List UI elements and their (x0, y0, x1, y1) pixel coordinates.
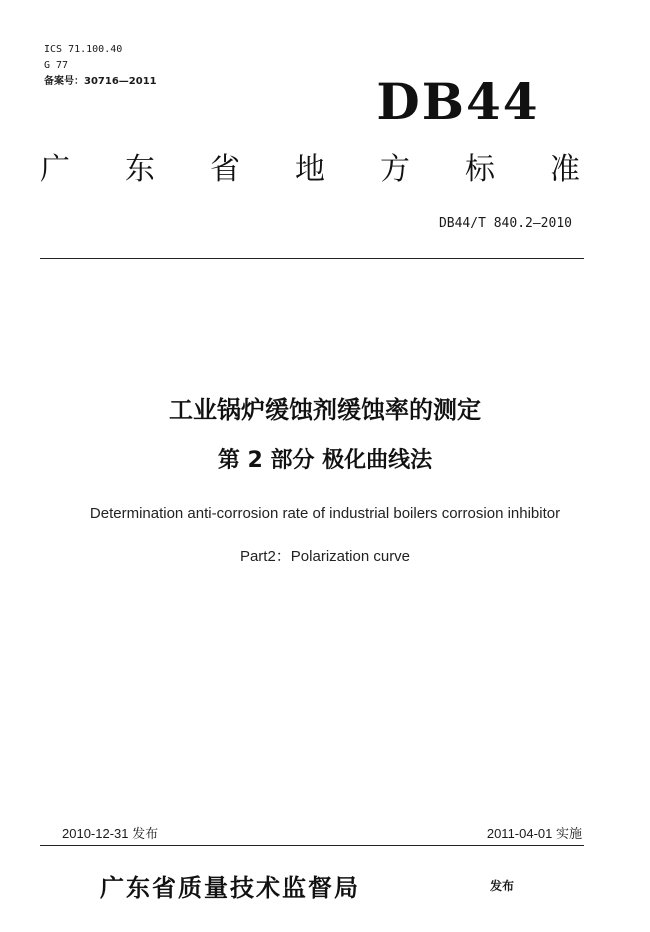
release-date: 2010-12-31 发布 (62, 826, 159, 841)
standard-type-char: 东 (125, 152, 155, 187)
standard-type-char: 标 (465, 152, 495, 187)
standard-type-heading (40, 150, 580, 190)
filing-number: 备案号：30716—2011 (44, 76, 157, 87)
standard-logo: DB44 (376, 72, 540, 131)
standard-type-char: 省 (210, 152, 240, 187)
footer-divider (40, 845, 584, 846)
header-divider (40, 258, 584, 259)
title-cn-line2: 第 2 部分 极化曲线法 (217, 448, 433, 473)
ics-code: ICS 71.100.40 (44, 44, 123, 55)
standard-type-char: 方 (380, 152, 410, 187)
standard-type-char: 地 (295, 152, 325, 187)
ccs-code: G 77 (44, 60, 69, 71)
title-en-line1: Determination anti-corrosion rate of industrial boilers corrosion inhibitor (89, 505, 561, 522)
standard-number: DB44/T 840.2—2010 (438, 216, 572, 231)
implement-date: 2011-04-01 实施 (486, 826, 582, 841)
standard-type-char: 准 (550, 152, 580, 187)
issuer-action: 发布 (490, 879, 515, 893)
title-en-line2: Part2：Polarization curve (239, 548, 411, 565)
standard-type-char: 广 (40, 152, 70, 187)
title-cn-line1: 工业锅炉缓蚀剂缓蚀率的测定 (169, 396, 481, 424)
issuer-name: 广东省质量技术监督局 (100, 873, 360, 902)
